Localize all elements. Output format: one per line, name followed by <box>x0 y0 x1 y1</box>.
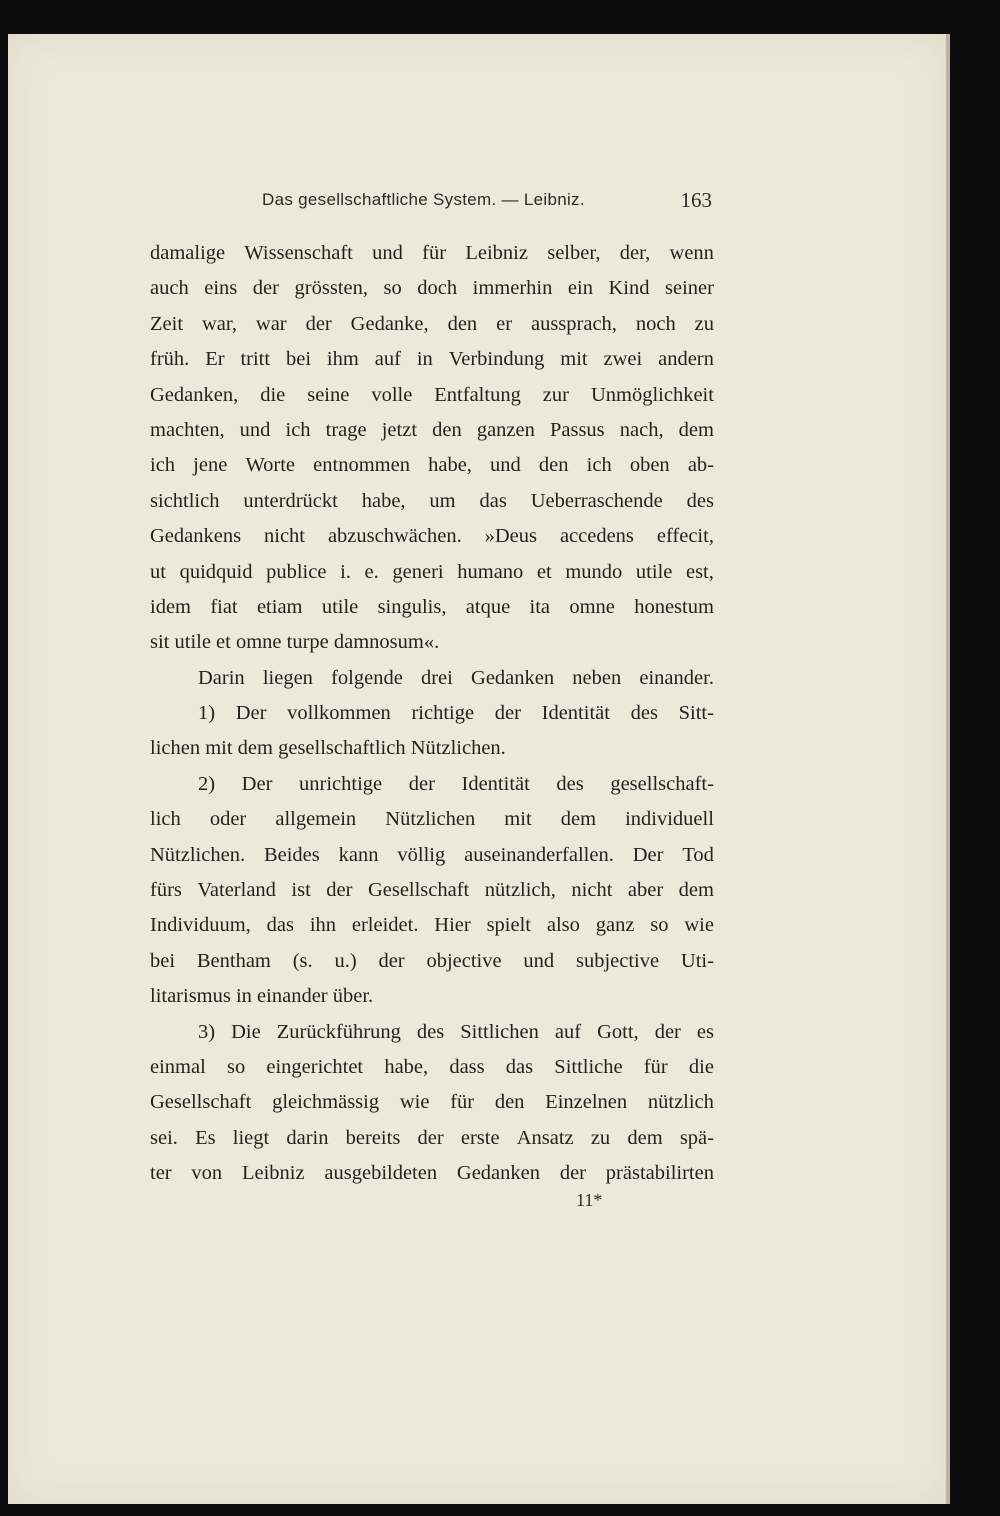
text-line: litarismus in einander über. <box>150 985 374 1008</box>
text-line: ich jene Worte entnommen habe, und den ich oben ab- <box>150 454 714 477</box>
text-line: bei Bentham (s. u.) der objective und subjective Uti- <box>150 949 714 972</box>
running-head <box>262 190 712 218</box>
page-edge <box>946 34 950 1504</box>
signature-mark: 11* <box>576 1190 603 1210</box>
text-line: ter von Leibniz ausgebildeten Gedanken der prästabilirten <box>150 1162 714 1185</box>
text-line: früh. Er tritt bei ihm auf in Verbindung mit zwei andern <box>150 348 714 371</box>
text-line: Zeit war, war der Gedanke, den er aussprach, noch zu <box>150 312 714 335</box>
text-line: fürs Vaterland ist der Gesellschaft nützlich, nicht aber dem <box>150 879 714 902</box>
text-line: Gedankens nicht abzuschwächen. »Deus accedens effecit, <box>150 525 714 548</box>
text-line: Darin liegen folgende drei Gedanken neben einander. <box>198 666 714 689</box>
text-line: auch eins der grössten, so doch immerhin ein Kind seiner <box>150 277 714 300</box>
text-line: 3) Die Zurückführung des Sittlichen auf Gott, der es <box>198 1020 714 1043</box>
text-line: idem fiat etiam utile singulis, atque ita omne honestum <box>150 595 714 618</box>
text-line: 2) Der unrichtige der Identität des gesellschaft- <box>198 772 714 795</box>
text-line: lich oder allgemein Nützlichen mit dem individuell <box>150 808 714 831</box>
text-line: machten, und ich trage jetzt den ganzen Passus nach, dem <box>150 418 714 441</box>
text-line: sit utile et omne turpe damnosum«. <box>150 631 440 654</box>
text-line: lichen mit dem gesellschaftlich Nützlichen. <box>150 737 506 760</box>
text-line: ut quidquid publice i. e. generi humano et mundo utile est, <box>150 560 714 583</box>
page-number: 163 <box>680 188 712 212</box>
text-line: sei. Es liegt darin bereits der erste Ansatz zu dem spä- <box>150 1126 714 1149</box>
text-line: 1) Der vollkommen richtige der Identität des Sitt- <box>198 702 714 725</box>
text-line: einmal so eingerichtet habe, dass das Sittliche für die <box>150 1055 714 1078</box>
text-line: sichtlich unterdrückt habe, um das Ueberraschende des <box>150 489 714 512</box>
text-line: Nützlichen. Beides kann völlig auseinanderfallen. Der Tod <box>150 843 714 866</box>
running-head-title: Das gesellschaftliche System. — Leibniz. <box>262 190 585 209</box>
text-line: damalige Wissenschaft und für Leibniz selber, der, wenn <box>150 242 714 264</box>
body-text <box>150 236 714 1192</box>
text-line: Individuum, das ihn erleidet. Hier spielt also ganz so wie <box>150 914 714 937</box>
text-line: Gedanken, die seine volle Entfaltung zur Unmöglichkeit <box>150 383 714 406</box>
text-line: Gesellschaft gleichmässig wie für den Einzelnen nützlich <box>150 1091 714 1114</box>
